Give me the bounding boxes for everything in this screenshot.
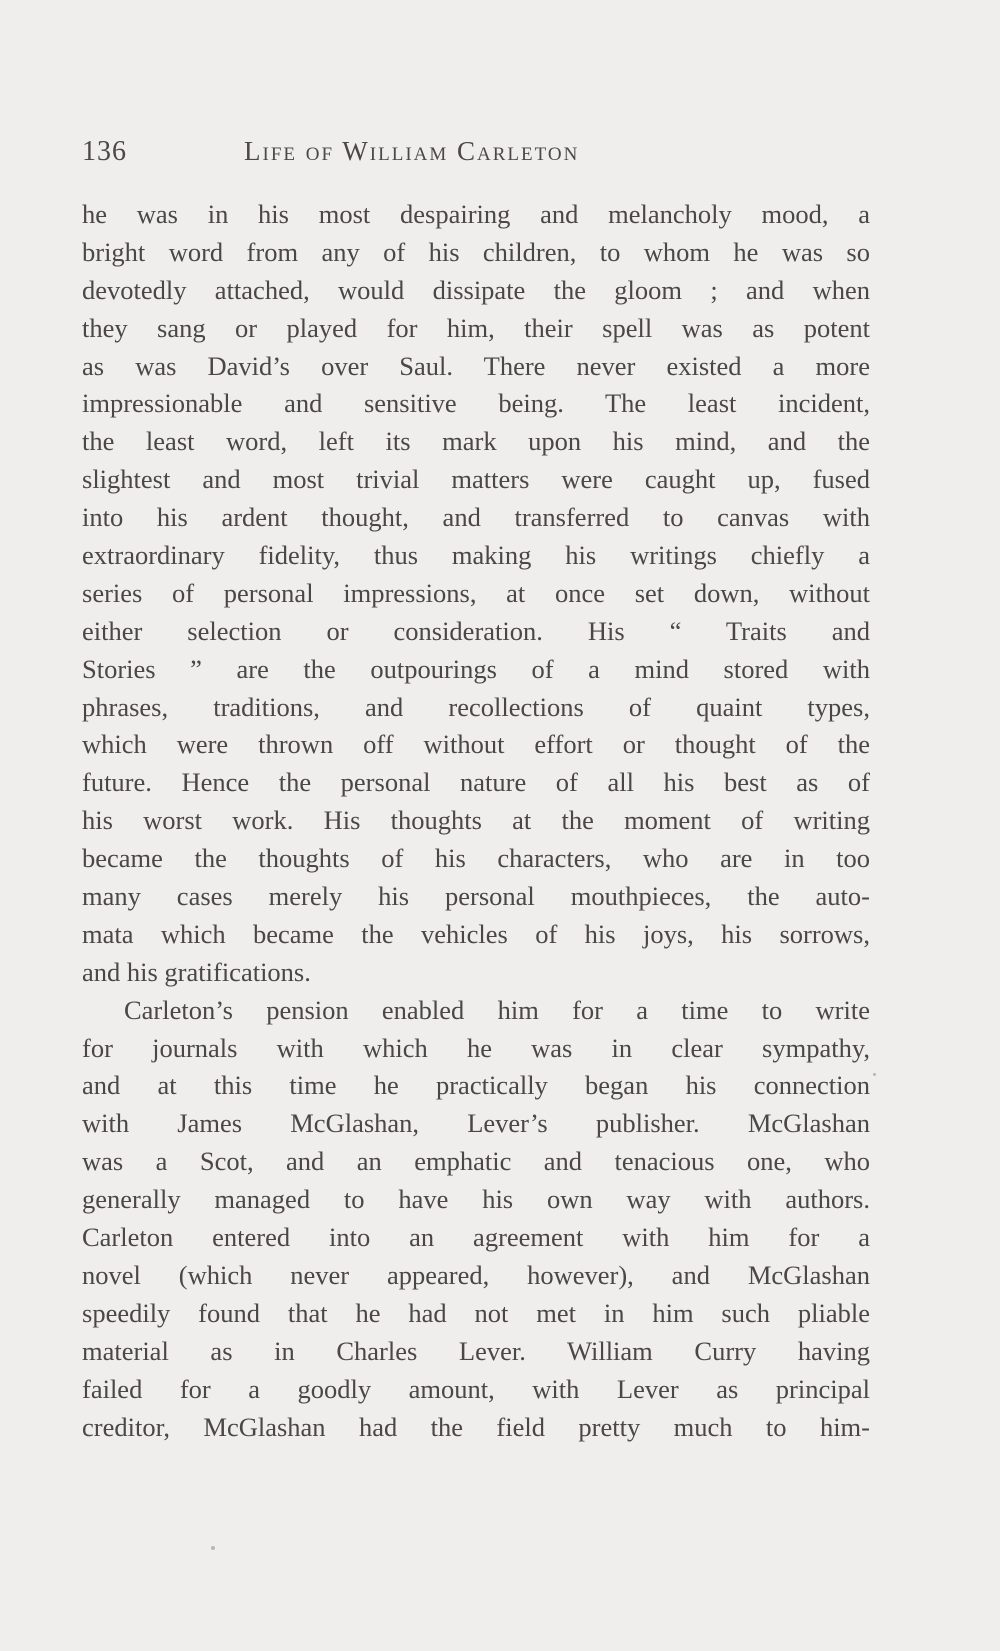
text-line: Carleton entered into an agreement with him for a: [82, 1222, 870, 1253]
text-line: material as in Charles Lever. William Curry having: [82, 1335, 870, 1366]
text-line: was a Scot, and an emphatic and tenacious one, who: [82, 1146, 870, 1177]
text-line: Stories ” are the outpourings of a mind stored with: [82, 653, 870, 684]
text-line: extraordinary fidelity, thus making his writings chiefly a: [82, 540, 870, 571]
text-line: impressionable and sensitive being. The least incident,: [82, 388, 870, 419]
text-line: future. Hence the personal nature of all his best as of: [82, 767, 870, 798]
text-line: Carleton’s pension enabled him for a time to write: [124, 994, 870, 1025]
text-line: and at this time he practically began his connection: [82, 1070, 870, 1101]
text-line: creditor, McGlashan had the field pretty much to him-: [82, 1411, 870, 1442]
text-line: series of personal impressions, at once set down, without: [82, 577, 870, 608]
text-line: which were thrown off without effort or thought of the: [82, 729, 870, 760]
text-line: with James McGlashan, Lever’s publisher. McGlashan: [82, 1108, 870, 1139]
text-line: devotedly attached, would dissipate the gloom ; and when: [82, 274, 870, 305]
text-line: became the thoughts of his characters, who are in too: [82, 843, 870, 874]
text-line: phrases, traditions, and recollections of quaint types,: [82, 691, 870, 722]
text-line: speedily found that he had not met in him such pliable: [82, 1297, 870, 1328]
page-number: 136: [82, 136, 127, 167]
text-line: slightest and most trivial matters were caught up, fused: [82, 464, 870, 495]
text-line: and his gratifications.: [82, 956, 311, 987]
paragraph: [82, 196, 870, 992]
text-line: bright word from any of his children, to whom he was so: [82, 236, 870, 267]
text-line: he was in his most despairing and melancholy mood, a: [82, 199, 870, 229]
text-line: failed for a goodly amount, with Lever as principal: [82, 1373, 870, 1404]
text-line: mata which became the vehicles of his joys, his sorrows,: [82, 918, 870, 949]
paragraph: [82, 992, 870, 1447]
text-line: many cases merely his personal mouthpieces, the auto-: [82, 881, 870, 912]
body-text: [82, 196, 870, 1446]
text-line: the least word, left its mark upon his mind, and the: [82, 426, 870, 457]
text-line: his worst work. His thoughts at the moment of writing: [82, 805, 870, 836]
text-line: for journals with which he was in clear sympathy,: [82, 1032, 870, 1063]
text-line: novel (which never appeared, however), and McGlashan: [82, 1259, 870, 1290]
text-line: either selection or consideration. His “ Traits and: [82, 615, 870, 646]
paper-speck: [873, 1073, 876, 1076]
text-line: as was David’s over Saul. There never existed a more: [82, 350, 870, 381]
page-header-title: Life of William Carleton: [244, 136, 580, 166]
text-line: into his ardent thought, and transferred to canvas with: [82, 502, 870, 533]
running-head: [82, 136, 872, 176]
text-line: generally managed to have his own way with authors.: [82, 1184, 870, 1215]
paper-speck: [211, 1546, 215, 1550]
text-line: they sang or played for him, their spell was as potent: [82, 312, 870, 343]
